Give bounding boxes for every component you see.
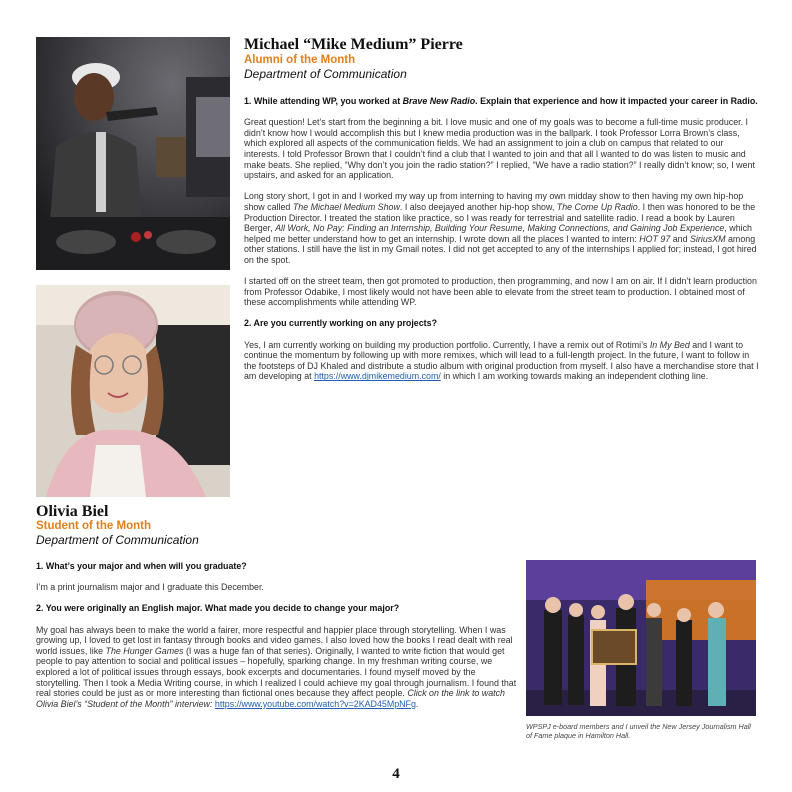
mike-answer-1-para-3: I started off on the street team, then got promoted to production, then programming, and now I am on air. If I didn’t learn production from Professor Odabike, I most likely would not have been able to elevate from the street team to production. I obtained most of these accomplishments while attending WP. (244, 276, 757, 308)
olivia-answer-2: My goal has always been to make the world a fairer, more respectful and happier place through storytelling. When I was growing up, I loved to get lost in fantasy through books and video games. I also loved how the books I read dealt with real world issues, like The Hunger Games (I was a huge fan of that series). Originally, I wanted to write fiction that would get people to pay attention to social and political issues – hopefully, sparking change. In my freshman writing course, we explored a lot of political issues through essays, book excerpts and documentaries. I found myself moved by the storytelling. Then I took a Media Writing course, in which I realized I could achieve my goal through journalism. I found that real stories could be just as or more interesting than fictional ones because they affect people. Click on the link to watch Olivia Biel’s “Student of the Month” interview: https://www.youtube.com/watch?v=2KAD45MpNFg. (36, 624, 517, 709)
olivia-photo (36, 285, 230, 497)
interview-video-link[interactable]: https://www.youtube.com/watch?v=2KAD45MpNFg (214, 698, 416, 709)
olivia-department: Department of Communication (36, 533, 199, 547)
olivia-answer-1: I’m a print journalism major and I graduate this December. (36, 582, 264, 593)
group-photo (526, 560, 756, 716)
merch-store-link[interactable]: https://www.djmikemedium.com/ (314, 371, 441, 382)
mike-answer-1-para-2: Long story short, I got in and I worked my way up from interning to having my own midday show to then having my own hip-hop show called The Michael Medium Show. I also deejayed another hip-hop show, The Come Up Radio. I then was honored to be the Production Director. I treated the station like practice, so I was ready for terrestrial and satellite radio. I read a book by Lauren Berger, All Work, No Pay: Finding an Internship, Building Your Resume, Making Connections, and Gaining Job Experience, which helped me better understand how to get an internship. I wrote down all the places I wanted to intern: HOT 97 and SiriusXM among other stations. I still have the list in my Gmail notes. I did not get accepted to any of the internships I applied for; instead, I got hired on the spot. (244, 191, 757, 265)
olivia-name: Olivia Biel (36, 503, 109, 520)
olivia-question-2: 2. You were originally an English major. What made you decide to change your major? (36, 603, 400, 614)
mike-department: Department of Communication (244, 67, 407, 81)
group-photo-caption: WPSPJ e-board members and I unveil the New Jersey Journalism Hall of Fame plaque in Hamilton Hall. (526, 722, 751, 740)
olivia-question-1: 1. What’s your major and when will you graduate? (36, 561, 247, 571)
olivia-interview (36, 561, 520, 720)
mike-interview (244, 96, 760, 393)
mike-answer-2: Yes, I am currently working on building my production portfolio. Currently, I have a remix out of Rotimi’s In My Bed and I want to continue the momentum by following up with more remixes, which will lead to a full-length project. In the future, I want to follow in the footsteps of DJ Khaled and distribute a studio album with original production from myself. I also have a merchandise store that I am developing at https://www.djmikemedium.com/ in which I am working towards making an independent clothing line. (244, 339, 759, 382)
mike-photo (36, 37, 230, 270)
page-number: 4 (392, 766, 400, 782)
mike-name: Michael “Mike Medium” Pierre (244, 36, 463, 53)
olivia-honor-title: Student of the Month (36, 520, 151, 532)
mike-question-2: 2. Are you currently working on any projects? (244, 318, 437, 329)
mike-honor-title: Alumni of the Month (244, 54, 356, 66)
mike-question-1: 1. While attending WP, you worked at Brave New Radio. Explain that experience and how it impacted your career in Radio. (244, 96, 758, 106)
mike-answer-1-para-1: Great question! Let’s start from the beginning a bit. I love music and one of my goals was to become a full-time music producer. I didn’t know how I would accomplish this but I knew media production was in the ballpark. I took Professor Lorra Brown’s class, which explored all aspects of the communication fields. We had an assignment to join a club on campus that related to our interests. I told Professor Brown that I couldn’t find a club that I wanted to join and that all I wanted to do was listen to music and make beats. She replied, “Why don’t you join the radio station?” I replied, “We have a radio station?” I really didn’t know; so, I went upstairs, and asked for an application. (244, 117, 755, 181)
